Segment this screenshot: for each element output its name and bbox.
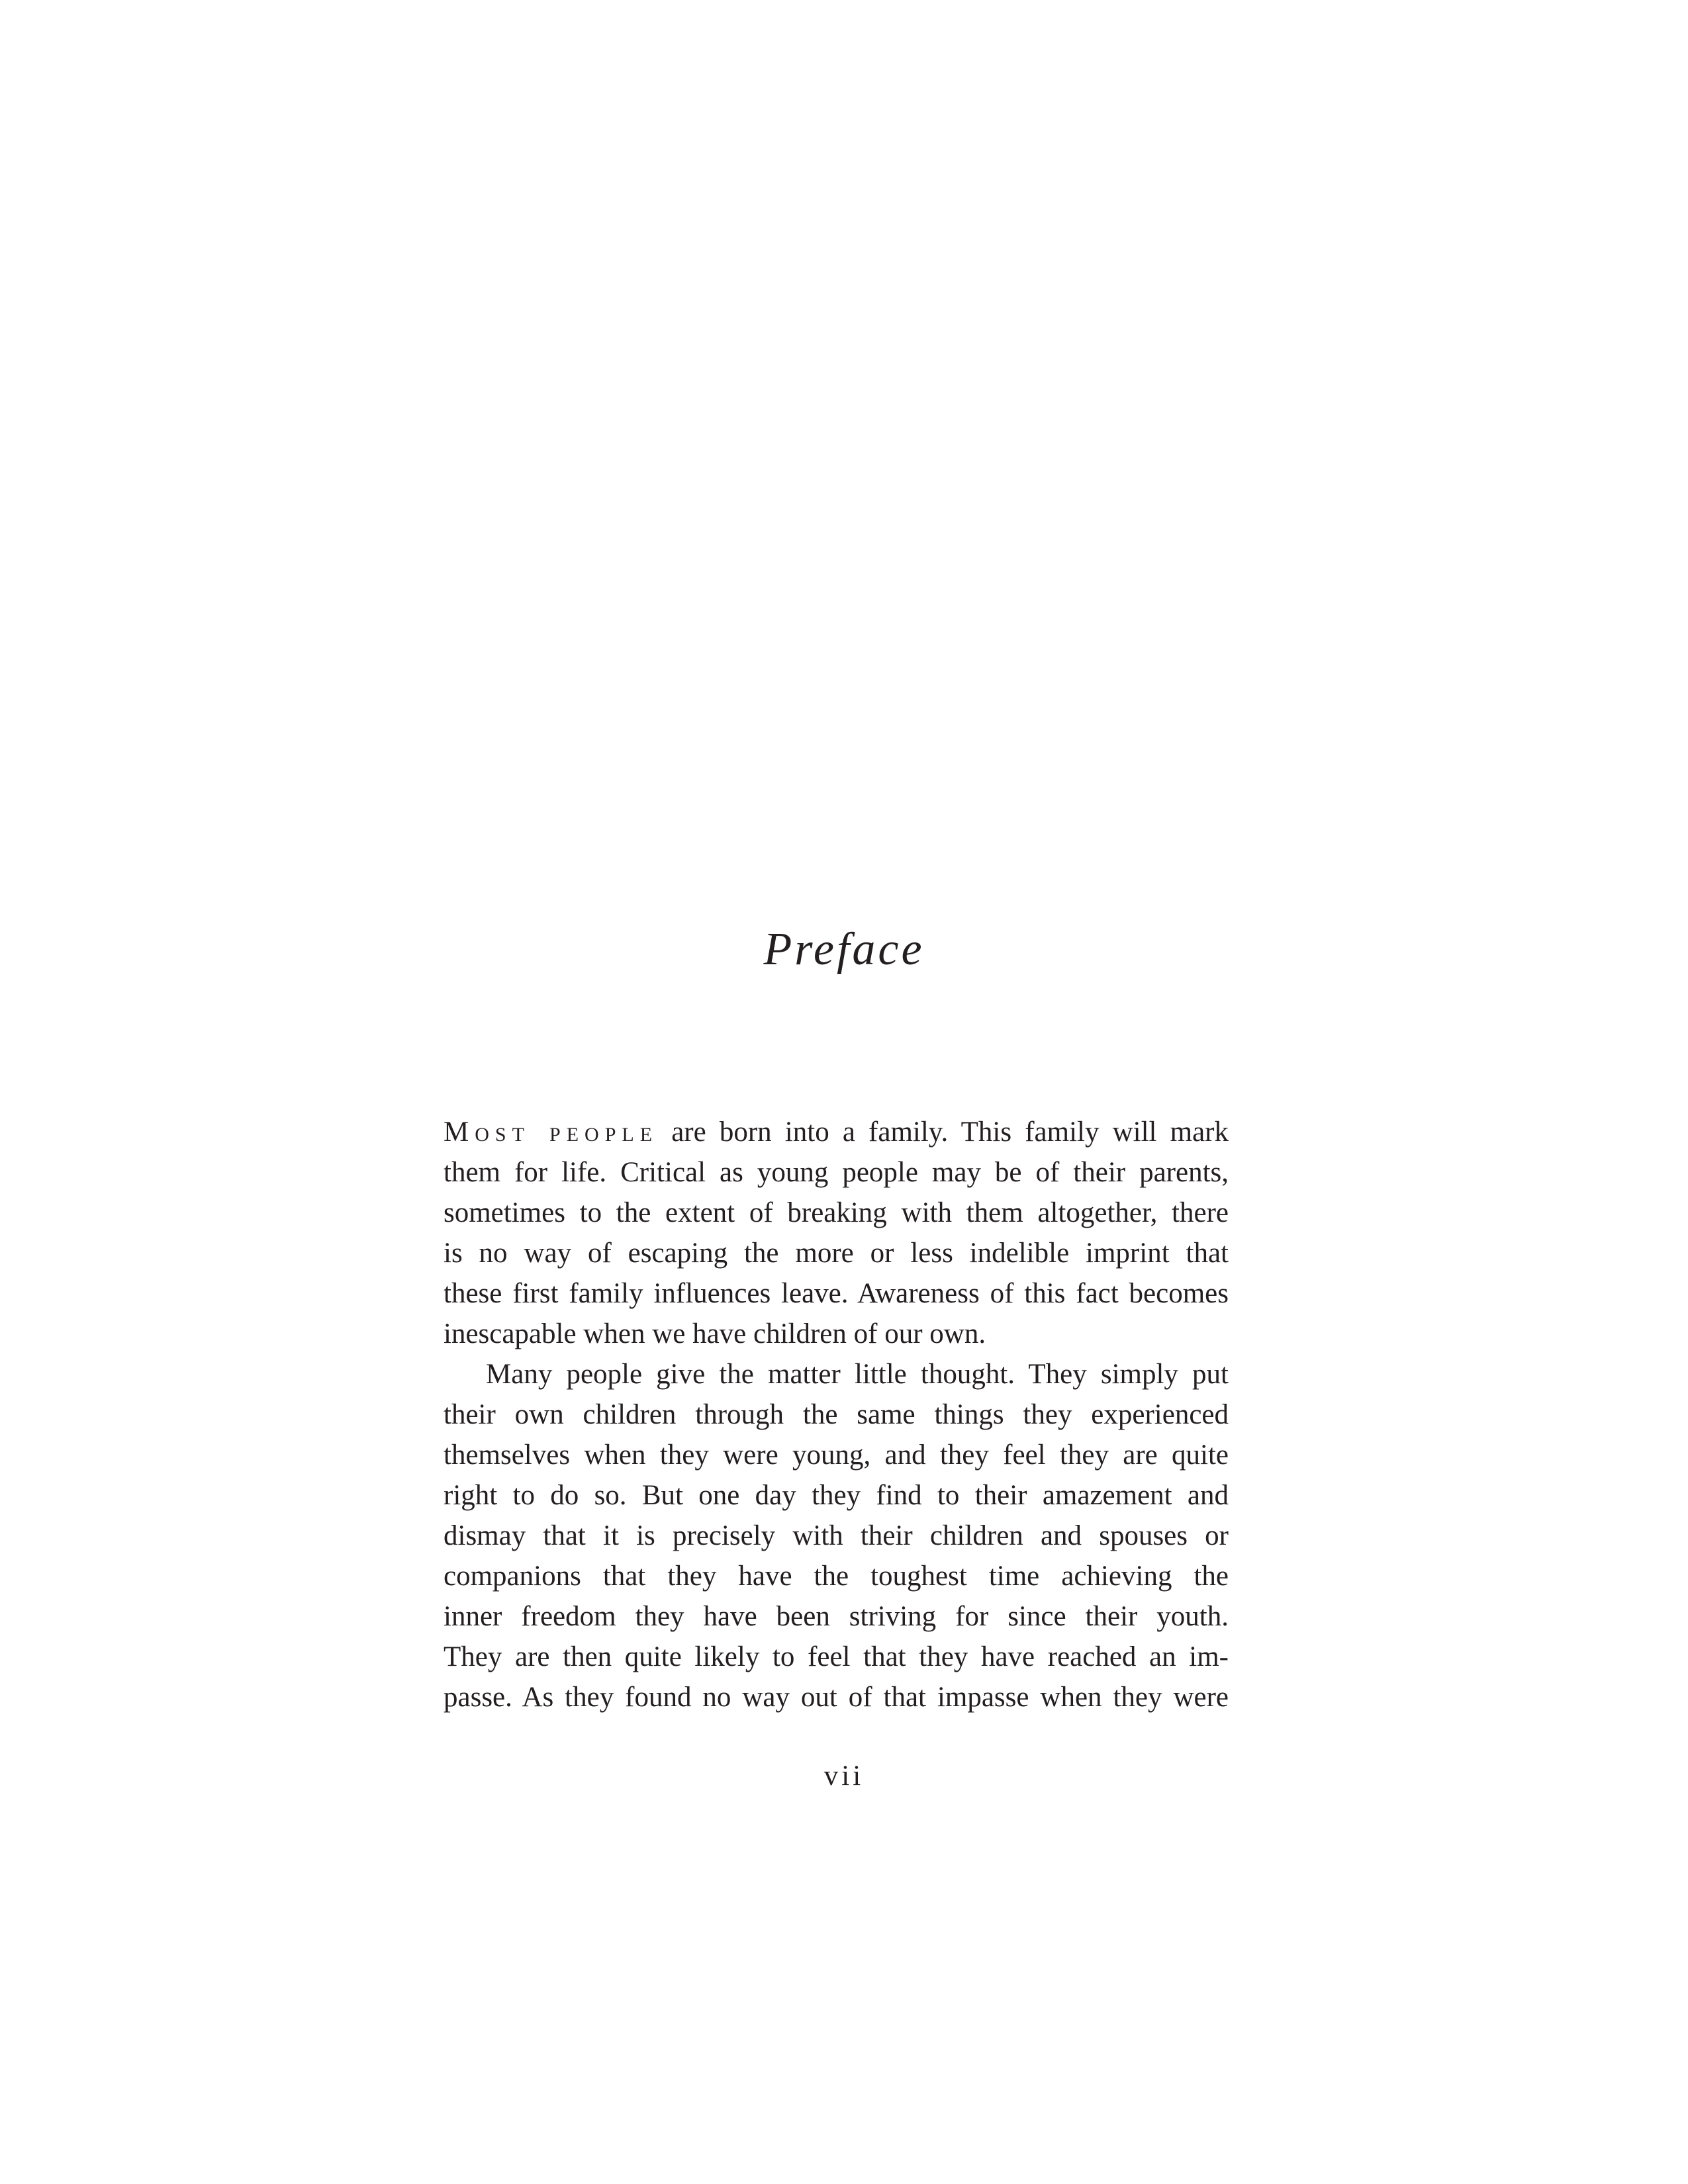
chapter-title: Preface bbox=[763, 924, 925, 975]
text-line: these first family influences leave. Awareness of this fact becomes bbox=[444, 1278, 1229, 1309]
text-line: companions that they have the toughest time achieving the bbox=[444, 1561, 1229, 1592]
text-line: themselves when they were young, and they feel they are quite bbox=[444, 1439, 1229, 1471]
text-line: inescapable when we have children of our own. bbox=[444, 1318, 986, 1349]
text-line: They are then quite likely to feel that they have reached an im- bbox=[444, 1641, 1229, 1672]
text-line: dismay that it is precisely with their children and spouses or bbox=[444, 1520, 1229, 1551]
paragraph bbox=[444, 1112, 1229, 1354]
text-line: sometimes to the extent of breaking with them altogether, there bbox=[444, 1197, 1229, 1228]
text-line: passe. As they found no way out of that impasse when they were bbox=[444, 1682, 1229, 1713]
text-line: Many people give the matter little thought. They simply put bbox=[486, 1359, 1229, 1390]
text-line-rest: are born into a family. This family will mark bbox=[658, 1116, 1229, 1148]
text-line: is no way of escaping the more or less indelible imprint that bbox=[444, 1238, 1229, 1269]
page-number: vii bbox=[823, 1760, 865, 1792]
text-line: their own children through the same things they experienced bbox=[444, 1399, 1229, 1430]
lead-in-smallcaps: Most people bbox=[444, 1116, 659, 1148]
text-line: right to do so. But one day they find to their amazement and bbox=[444, 1480, 1229, 1511]
text-line: inner freedom they have been striving for since their youth. bbox=[444, 1601, 1229, 1632]
body-text bbox=[444, 1112, 1229, 1717]
paragraph bbox=[444, 1354, 1229, 1717]
text-line bbox=[444, 1112, 1229, 1152]
text-line: them for life. Critical as young people may be of their parents, bbox=[444, 1157, 1229, 1188]
